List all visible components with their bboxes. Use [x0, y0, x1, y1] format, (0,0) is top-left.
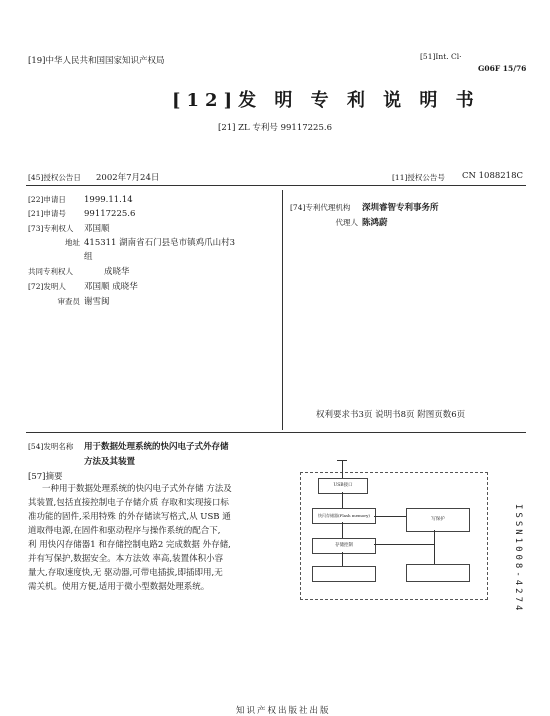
- invention-title-line2: 方法及其装置: [84, 457, 136, 467]
- document-type: [12]发 明 专 利 说 明 书: [172, 90, 480, 111]
- diagram-link-4: [374, 516, 406, 517]
- diagram-block-usb: USB接口: [318, 478, 368, 494]
- inventor-row: [72]发明人 邓国顺 成晓华: [28, 282, 138, 292]
- diagram-block-control: 存储控制: [312, 538, 376, 554]
- diagram-block-right-bottom: [406, 564, 470, 582]
- diagram-link-3: [342, 552, 343, 566]
- publisher-footer: 知识产权出版社出版: [236, 706, 331, 716]
- divider-vertical: [282, 190, 283, 430]
- grant-number-label: [11]授权公告号: [392, 173, 445, 182]
- page-counts: 权利要求书3页 说明书8页 附图页数6页: [316, 410, 466, 420]
- diagram-link-5: [374, 544, 434, 545]
- diagram-link-6: [434, 530, 435, 564]
- app-no-row: [21]申请号 99117225.6: [28, 209, 136, 219]
- coholder-row: 共同专利权人 成晓华: [28, 267, 130, 277]
- invention-title: [54]发明名称 用于数据处理系统的快闪电子式外存储: [28, 442, 229, 452]
- agent-row: 代理人 陈鸿蔚: [335, 218, 388, 228]
- holder-row: [73]专利权人 邓国顺: [28, 224, 110, 234]
- grant-date-label: [45]授权公告日: [28, 173, 81, 182]
- office-name: [19]中华人民共和国国家知识产权局: [28, 56, 165, 66]
- address-line2: 组: [84, 252, 93, 262]
- diagram-link-1: [342, 492, 343, 508]
- intcl-label: [51]Int. Cl·: [420, 52, 462, 61]
- issn-number: ISSN1008-4274: [513, 504, 523, 614]
- diagram-antenna-cap: [337, 460, 347, 465]
- diagram-link-2: [342, 522, 343, 538]
- examiner-row: 审查员 谢雪闽: [57, 297, 110, 307]
- grant-number: CN 1088218C: [462, 171, 524, 181]
- diagram-block-bottom: [312, 566, 376, 582]
- block-diagram: [300, 460, 488, 600]
- diagram-block-right: 写保护: [406, 508, 470, 532]
- agency-row: [74]专利代理机构 深圳睿智专利事务所: [290, 203, 439, 213]
- grant-date: 2002年7月24日: [96, 173, 160, 183]
- abstract-text: 一种用于数据处理系统的快闪电子式外存储 方法及 其装置,包括直接控制电子存储介质 存取和实现接口标 准功能的固件,采用特殊 的外存储读写格式,从 USB 通 道取得电源,在固件和驱动程序与操作系统的配合下, 利 用快闪存储器1 和存储控制电路2 完成数据 外存储, 并有写保护,数据安全。本方法效 率高,装置体积小容 量大,存取速度快,无 驱动器,可带电插拔,即插即用,无 需关机。使用方便,适用于微小型数据处理系统。: [28, 484, 232, 592]
- divider-middle: [26, 432, 526, 433]
- intcl-value: G06F 15/76: [478, 64, 527, 73]
- address-row: 地址 415311 湖南省石门县皂市镇鸡爪山村3: [65, 238, 236, 248]
- patent-number: [21] ZL 专利号 99117225.6: [218, 123, 332, 133]
- filed-row: [22]申请日 1999.11.14: [28, 195, 133, 205]
- divider-top: [26, 185, 526, 186]
- diagram-block-flash: 快闪存储器(Flash memory): [312, 508, 376, 524]
- abstract-label: [57]摘要: [28, 472, 63, 482]
